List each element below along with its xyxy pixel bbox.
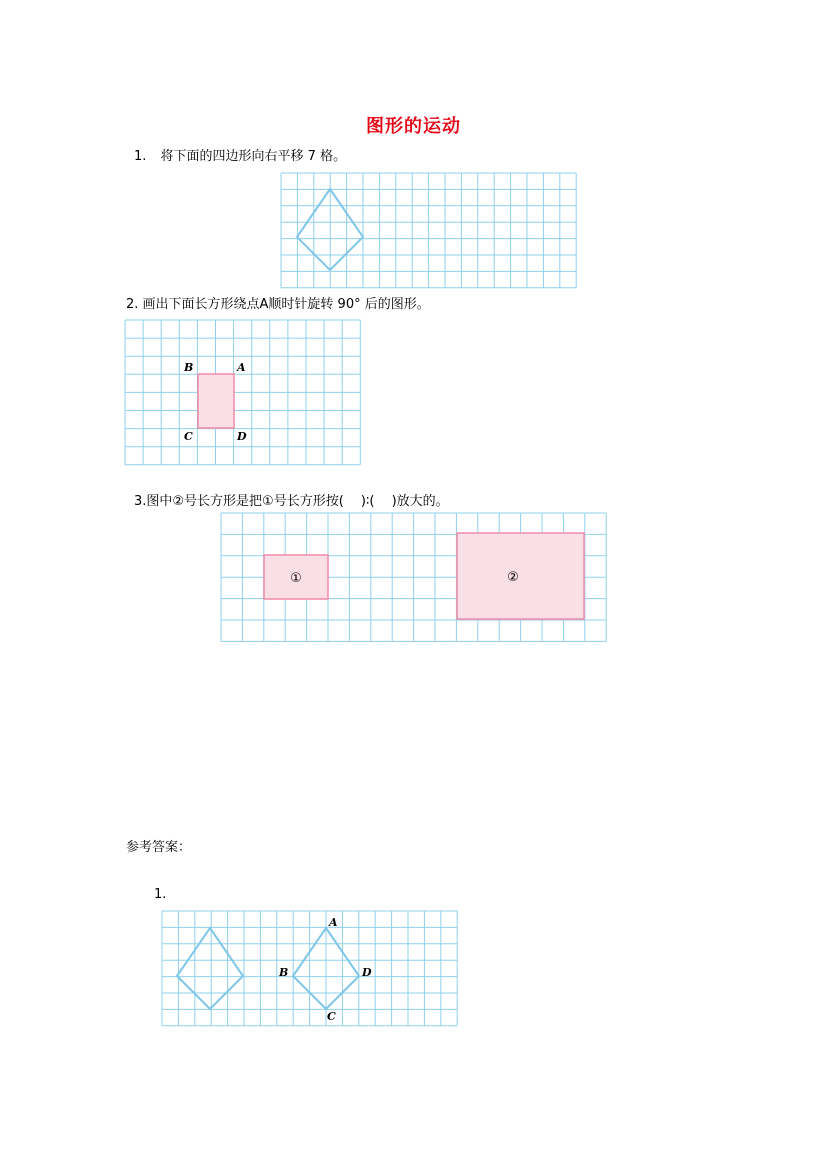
rectangle-2 xyxy=(457,533,584,619)
answer-1-grid xyxy=(162,911,459,1027)
point-b-label: B xyxy=(279,966,289,979)
page-title: 图形的运动 xyxy=(366,116,461,137)
question-3-grid xyxy=(221,513,607,642)
point-a-label: A xyxy=(329,916,338,929)
question-1-grid xyxy=(281,173,577,289)
point-a-label: A xyxy=(237,361,246,374)
point-b-label: B xyxy=(184,361,194,374)
question-1 xyxy=(134,149,346,165)
point-d-label: D xyxy=(362,966,372,979)
answers-heading: 参考答案： xyxy=(126,840,192,855)
original-quadrilateral xyxy=(177,928,243,1009)
point-c-label: C xyxy=(327,1010,336,1023)
question-1-text: 将下面的四边形向右平移 7 格。 xyxy=(160,149,347,164)
question-1-number: 1. xyxy=(134,149,147,164)
question-2-text: 2. 画出下面长方形绕点A顺时针旋转 90° 后的图形。 xyxy=(126,297,430,312)
point-c-label: C xyxy=(184,430,193,443)
point-d-label: D xyxy=(237,430,247,443)
rectangle-1-label: ① xyxy=(290,571,302,586)
question-2-grid xyxy=(125,320,361,466)
rectangle-2-label: ② xyxy=(507,570,519,585)
rectangle-abcd xyxy=(198,374,234,428)
question-3-text: 3.图中②号长方形是把①号长方形按( )∶( )放大的。 xyxy=(134,494,449,509)
answer-1-number: 1. xyxy=(154,887,167,902)
